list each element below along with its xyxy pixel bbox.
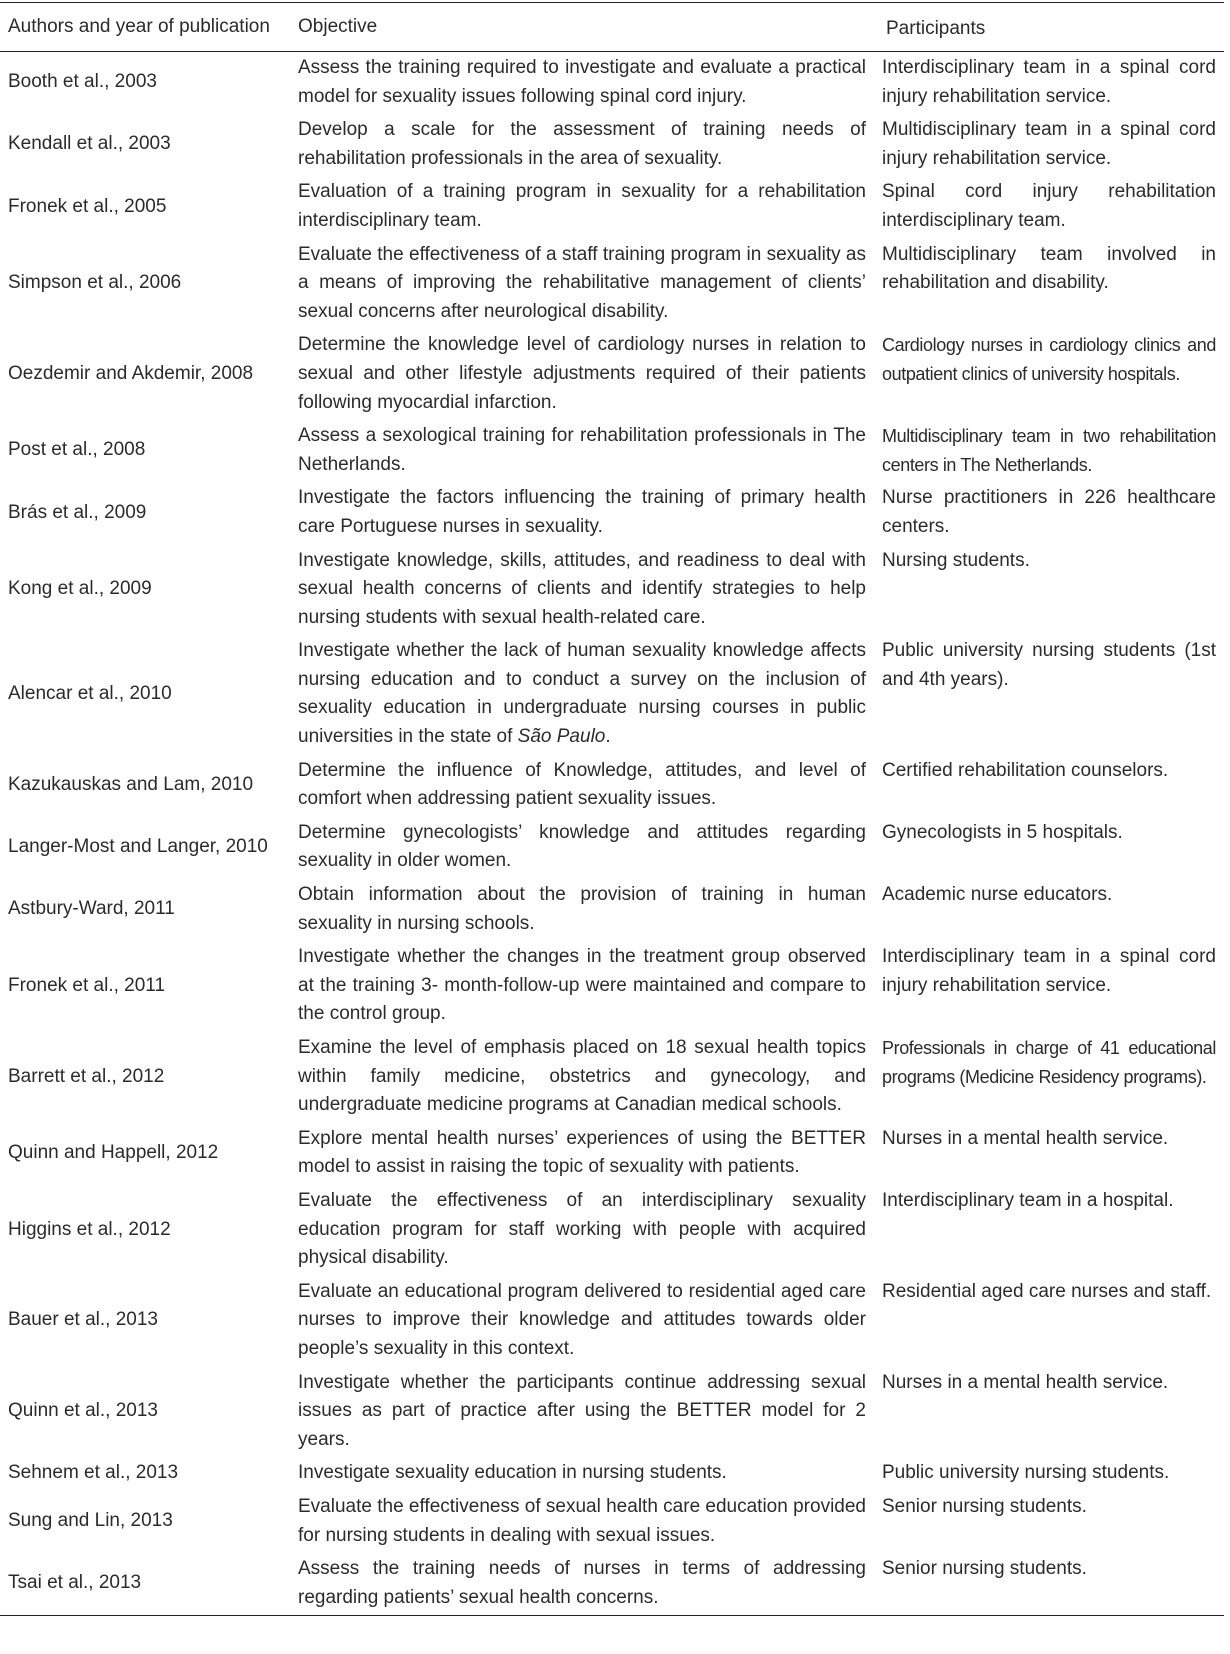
objective-cell: Investigate whether the participants continue addressing sexual issues as part of practice after using the BETTER model for 2 years. bbox=[298, 1371, 866, 1450]
objective-cell: Evaluate the effectiveness of a staff training program in sexuality as a means of improving the rehabilitative management of clients’ sexual concerns after neurological disability. bbox=[298, 243, 866, 322]
participants-cell: Public university nursing students. bbox=[882, 1462, 1170, 1484]
objective-cell: Determine the knowledge level of cardiology nurses in relation to sexual and other lifestyle adjustments required of their patients following myocardial infarction. bbox=[298, 334, 866, 413]
author-cell: Brás et al., 2009 bbox=[8, 501, 147, 523]
table-row bbox=[0, 52, 1224, 115]
participants-cell: Multidisciplinary team involved in rehabilitation and disability. bbox=[882, 243, 1216, 294]
table-header bbox=[0, 3, 1224, 52]
author-cell: Quinn et al., 2013 bbox=[8, 1400, 158, 1422]
objective-cell: Evaluate the effectiveness of an interdisciplinary sexuality education program for staff working with people with acquired physical disability. bbox=[298, 1189, 866, 1269]
objective-place-name: São Paulo bbox=[517, 726, 606, 748]
author-cell: Langer-Most and Langer, 2010 bbox=[8, 836, 268, 858]
objective-cell: Examine the level of emphasis placed on 18 sexual health topics within family medicine, obstetrics and gynecology, and undergraduate medicine programs at Canadian medical schools. bbox=[298, 1037, 866, 1116]
table-row bbox=[0, 941, 1224, 1032]
author-cell: Kazukauskas and Lam, 2010 bbox=[8, 773, 254, 795]
table-row bbox=[0, 1367, 1224, 1458]
participants-cell: Interdisciplinary team in a spinal cord injury rehabilitation service. bbox=[882, 57, 1216, 107]
participants-cell: Interdisciplinary team in a spinal cord injury rehabilitation service. bbox=[882, 946, 1216, 996]
author-cell: Kendall et al., 2003 bbox=[8, 133, 171, 155]
participants-cell: Nursing students. bbox=[882, 549, 1030, 571]
objective-cell: Determine the influence of Knowledge, attitudes, and level of comfort when addressing patient sexuality issues. bbox=[298, 759, 866, 810]
table-row bbox=[0, 176, 1224, 238]
table-row bbox=[0, 1032, 1224, 1123]
author-cell: Fronek et al., 2005 bbox=[8, 195, 167, 217]
header-objective: Objective bbox=[298, 16, 378, 37]
participants-cell: Multidisciplinary team in a spinal cord injury rehabilitation service. bbox=[882, 119, 1216, 169]
table-row bbox=[0, 329, 1224, 420]
objective-cell bbox=[290, 635, 878, 754]
author-cell: Oezdemir and Akdemir, 2008 bbox=[8, 362, 254, 384]
table-row bbox=[0, 1123, 1224, 1185]
author-cell: Higgins et al., 2012 bbox=[8, 1218, 171, 1240]
table-row bbox=[0, 879, 1224, 941]
studies-table bbox=[0, 2, 1224, 1616]
participants-cell: Academic nurse educators. bbox=[882, 884, 1113, 906]
author-cell: Booth et al., 2003 bbox=[8, 71, 157, 93]
table-body bbox=[0, 52, 1224, 1616]
objective-cell: Evaluate an educational program delivered to residential aged care nurses to improve their knowledge and attitudes towards older people’s sexuality in this context. bbox=[298, 1280, 866, 1359]
participants-cell: Nurses in a mental health service. bbox=[882, 1127, 1169, 1149]
objective-cell: Explore mental health nurses’ experiences of using the BETTER model to assist in raising the topic of sexuality with patients. bbox=[298, 1127, 866, 1178]
table-row bbox=[0, 1491, 1224, 1553]
table-row bbox=[0, 114, 1224, 176]
participants-cell: Interdisciplinary team in a hospital. bbox=[882, 1189, 1174, 1211]
participants-cell: Senior nursing students. bbox=[882, 1495, 1087, 1517]
objective-text: Investigate whether the lack of human sexuality knowledge affects nursing education and to conduct a survey on the inclusion of sexuality education in undergraduate nursing courses in public universities in the state of bbox=[298, 640, 866, 748]
table-row bbox=[0, 545, 1224, 636]
author-cell: Alencar et al., 2010 bbox=[8, 683, 172, 705]
objective-cell: Develop a scale for the assessment of training needs of rehabilitation professionals in the area of sexuality. bbox=[298, 119, 866, 169]
table-row bbox=[0, 1553, 1224, 1616]
header-participants: Participants bbox=[886, 18, 986, 39]
objective-period: . bbox=[605, 726, 611, 748]
objective-cell: Determine gynecologists’ knowledge and attitudes regarding sexuality in older women. bbox=[298, 821, 866, 872]
table-row bbox=[0, 817, 1224, 879]
participants-cell: Nurse practitioners in 226 healthcare centers. bbox=[882, 487, 1216, 537]
author-cell: Astbury-Ward, 2011 bbox=[8, 898, 175, 920]
objective-cell: Investigate the factors influencing the training of primary health care Portuguese nurses in sexuality. bbox=[298, 487, 866, 537]
participants-cell: Professionals in charge of 41 educational programs (Medicine Residency programs). bbox=[882, 1038, 1216, 1087]
objective-cell: Evaluate the effectiveness of sexual health care education provided for nursing students in dealing with sexual issues. bbox=[298, 1495, 866, 1546]
author-cell: Fronek et al., 2011 bbox=[8, 974, 166, 996]
author-cell: Bauer et al., 2013 bbox=[8, 1309, 158, 1331]
author-cell: Tsai et al., 2013 bbox=[8, 1572, 142, 1594]
table-row bbox=[0, 1276, 1224, 1367]
participants-cell: Multidisciplinary team in two rehabilitation centers in The Netherlands. bbox=[882, 426, 1216, 475]
author-cell: Simpson et al., 2006 bbox=[8, 272, 182, 294]
header-authors: Authors and year of publication bbox=[8, 16, 270, 37]
table-row bbox=[0, 1457, 1224, 1491]
participants-cell: Spinal cord injury rehabilitation interdisciplinary team. bbox=[882, 181, 1216, 231]
author-cell: Quinn and Happell, 2012 bbox=[8, 1142, 219, 1164]
objective-cell: Investigate sexuality education in nursing students. bbox=[298, 1462, 727, 1484]
participants-cell: Cardiology nurses in cardiology clinics and outpatient clinics of university hospitals. bbox=[882, 335, 1216, 384]
table-row bbox=[0, 755, 1224, 817]
table-row bbox=[0, 239, 1224, 330]
header-row bbox=[0, 3, 1224, 52]
table-row bbox=[0, 420, 1224, 482]
author-cell: Kong et al., 2009 bbox=[8, 578, 152, 600]
participants-cell: Residential aged care nurses and staff. bbox=[882, 1280, 1212, 1302]
participants-cell: Public university nursing students (1st and 4th years). bbox=[882, 640, 1216, 690]
objective-cell: Investigate whether the changes in the treatment group observed at the training 3- month-follow-up were maintained and compare to the control group. bbox=[298, 946, 866, 1025]
participants-cell: Gynecologists in 5 hospitals. bbox=[882, 821, 1123, 843]
table-row bbox=[0, 482, 1224, 544]
table-row bbox=[0, 1185, 1224, 1276]
participants-cell: Senior nursing students. bbox=[882, 1558, 1087, 1580]
studies-table-container bbox=[0, 2, 1224, 1616]
objective-cell: Assess the training needs of nurses in terms of addressing regarding patients’ sexual health concerns. bbox=[298, 1558, 866, 1608]
objective-cell: Assess a sexological training for rehabilitation professionals in The Netherlands. bbox=[298, 425, 866, 475]
author-cell: Barrett et al., 2012 bbox=[8, 1065, 165, 1087]
participants-cell: Certified rehabilitation counselors. bbox=[882, 759, 1169, 781]
objective-cell: Assess the training required to investigate and evaluate a practical model for sexuality issues following spinal cord injury. bbox=[298, 57, 866, 107]
author-cell: Sehnem et al., 2013 bbox=[8, 1462, 179, 1484]
objective-cell: Obtain information about the provision of training in human sexuality in nursing schools. bbox=[298, 884, 866, 934]
author-cell: Sung and Lin, 2013 bbox=[8, 1510, 173, 1532]
objective-cell: Investigate knowledge, skills, attitudes, and readiness to deal with sexual health concerns of clients and identify strategies to help nursing students with sexual health-related care. bbox=[298, 549, 866, 628]
author-cell: Post et al., 2008 bbox=[8, 439, 146, 461]
table-row bbox=[0, 635, 1224, 754]
participants-cell: Nurses in a mental health service. bbox=[882, 1371, 1169, 1393]
objective-cell: Evaluation of a training program in sexuality for a rehabilitation interdisciplinary team. bbox=[298, 181, 866, 231]
